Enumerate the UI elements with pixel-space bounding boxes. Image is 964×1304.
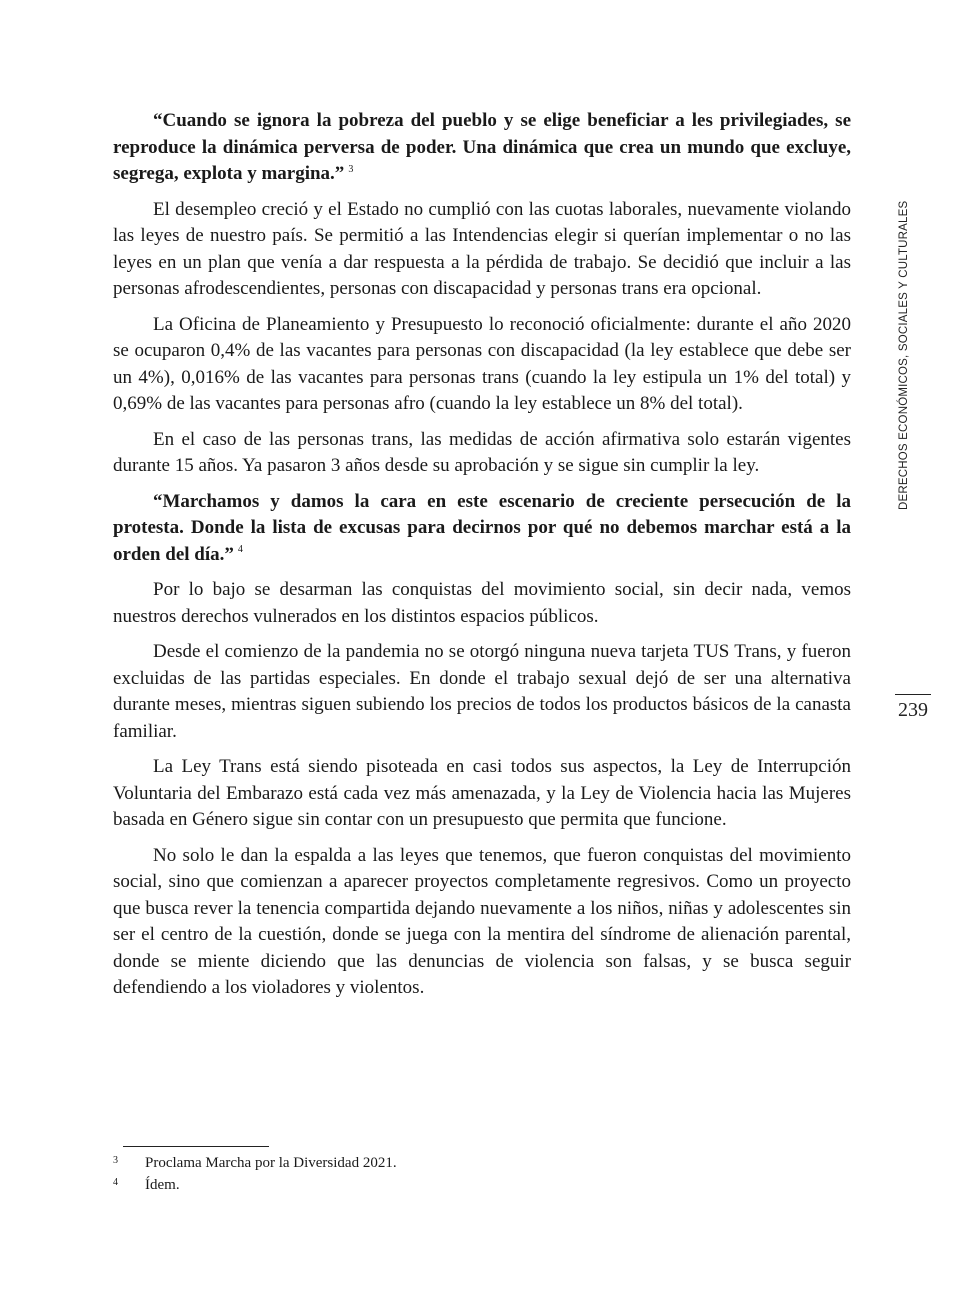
body-paragraph-regressive-projects: No solo le dan la espalda a las leyes que tenemos, que fueron conquistas del movimiento social, sino que comienzan a aparecer proyectos completamente regresivos. Como un proyecto que busca rever la tenencia compartida dejando nuevamente a los niños, niñas y adolescentes sin ser el centro de la cuestión, donde se juega con la mentira del síndrome de alienación parental, donde se miente diciendo que las denuncias de violencia son falsas, y se busca seguir defendiendo a los violadores y violentos. <box>113 844 851 998</box>
footnote-text: Ídem. <box>145 1177 180 1193</box>
body-paragraph-affirmative-action: En el caso de las personas trans, las medidas de acción afirmativa solo estarán vigentes durante 15 años. Ya pasaron 3 años desde su aprobación y se sigue sin cumplir la ley. <box>113 428 851 476</box>
footnote-text: Proclama Marcha por la Diversidad 2021. <box>145 1155 397 1171</box>
footnote-ref-4: 4 <box>237 544 243 556</box>
body-paragraph-opp-statistics: La Oficina de Planeamiento y Presupuesto lo reconoció oficialmente: durante el año 2020 se ocuparon 0,4% de las vacantes para personas con discapacidad (la ley establece que debe ser un 4%), 0,016% de las vacantes para personas trans (cuando la ley estipula un 1% del total) y 0,69% de las vacantes para personas afro (cuando la ley establece un 8% del total). <box>113 313 851 414</box>
quote-paragraph-2: “Marchamos y damos la cara en este escenario de creciente persecución de la protesta. Donde la lista de excusas para decirnos por qué no debemos marchar está a la orden del día.” $^4$ <box>113 490 851 565</box>
page-number-rule <box>895 694 931 695</box>
footnote-number: 3 <box>113 1155 118 1166</box>
body-paragraph-unemployment: El desempleo creció y el Estado no cumplió con las cuotas laborales, nuevamente violando las leyes de nuestro país. Se permitió a las Intendencias elegir si querían implementar o no las leyes en un plan que venía a dar respuesta a la pérdida de trabajo. Se decidió que incluir a las personas afrodescendientes, personas con discapacidad y personas trans era opcional. <box>113 198 851 299</box>
quote-paragraph-1: “Cuando se ignora la pobreza del pueblo y se elige beneficiar a les privilegiades, se reproduce la dinámica perversa de poder. Una dinámica que crea un mundo que excluye, segrega, explota y margina.” $^3$ <box>113 110 851 184</box>
body-paragraph-laws: La Ley Trans está siendo pisoteada en casi todos sus aspectos, la Ley de Interrupción Voluntaria del Embarazo está cada vez más amenazada, y la Ley de Violencia hacia las Mujeres basada en Género sigue sin contar con un presupuesto que permita que funcione. <box>113 756 851 830</box>
footnote-ref-3: 3 <box>348 163 354 175</box>
main-text <box>113 108 851 1011</box>
footnote-number: 4 <box>113 1177 118 1188</box>
footnote-separator <box>123 1146 269 1147</box>
body-paragraph-pandemic: Desde el comienzo de la pandemia no se otorgó ninguna nueva tarjeta TUS Trans, y fueron excluidas de las partidas especiales. En donde el trabajo sexual dejó de ser una alternativa durante meses, mientras siguen subiendo los precios de todos los productos básicos de la canasta familiar. <box>113 641 851 742</box>
page-number: 239 <box>898 699 928 721</box>
section-title-vertical: DERECHOS ECONÓMICOS, SOCIALES Y CULTURALES <box>898 200 910 510</box>
body-paragraph-social-movement: Por lo bajo se desarman las conquistas del movimiento social, sin decir nada, vemos nuestros derechos vulnerados en los distintos espacios públicos. <box>113 579 851 627</box>
